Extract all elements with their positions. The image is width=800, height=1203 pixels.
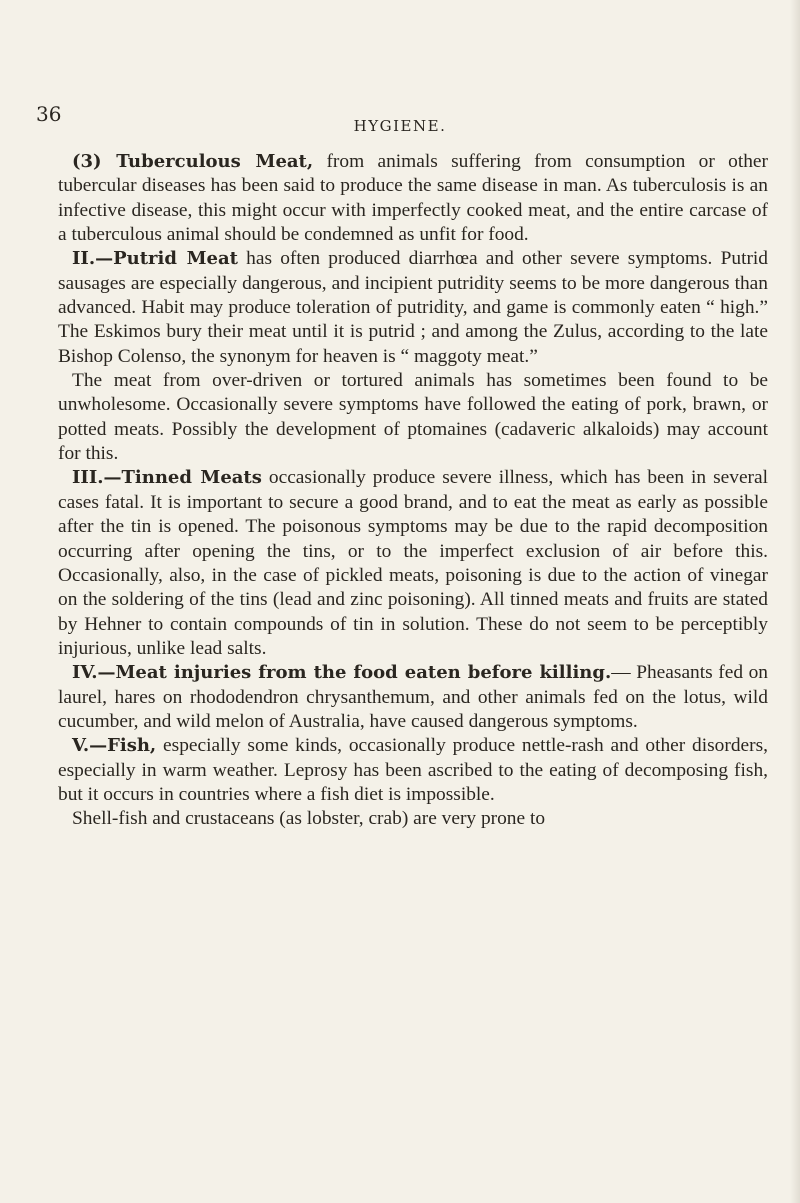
paragraph-heading: IV.—Meat injuries from the food eaten before killing. <box>72 662 612 684</box>
paragraph-text: has often produced diarrhœa and other severe symptoms. Putrid sausages are especially dangerous, and incipient putridity seems to be more dangerous than advanced. Habit may produce toleration of putridity, and game is commonly eaten “ high.” The Eskimos bury their meat until it is putrid ; and among the Zulus, according to the late Bishop Colenso, the synonym for heaven is “ maggoty meat.” <box>58 248 769 367</box>
paragraph-tuberculous-meat <box>58 150 768 247</box>
paragraph-text: The meat from over-driven or tortured animals has sometimes been found to be unwholesome. Occasionally severe symptoms have followed the eating of pork, brawn, or potted meats. Possibly the development of ptomaines (cadaveric alkaloids) may account for this. <box>58 370 768 465</box>
paragraph-text: from animals suffering from consumption or other tubercular diseases has been said to produce the same disease in man. As tuberculosis is an infective disease, this might occur with imperfectly cooked meat, and the entire carcase of a tuberculous animal should be condemned as unfit for food. <box>58 151 768 246</box>
paragraph-heading: II.—Putrid Meat <box>72 248 238 270</box>
paragraph-heading: V.—Fish, <box>72 735 157 757</box>
paragraph-text: — Pheasants fed on laurel, hares on rhododendron chrysanthemum, and other animals fed on the lotus, wild cucumber, and wild melon of Australia, have caused dangerous symptoms. <box>58 662 768 732</box>
paragraph-fish <box>58 734 768 807</box>
paragraph-heading: III.—Tinned Meats <box>72 467 262 489</box>
paragraph-heading: (3) Tuberculous Meat, <box>72 151 314 172</box>
paragraph-putrid-meat <box>58 247 768 369</box>
page-number: 36 <box>36 102 62 126</box>
paragraph-text: especially some kinds, occasionally produce nettle-rash and other disorders, especially in warm weather. Leprosy has been ascribed to the eating of decomposing fish, but it occurs in countries where a fish diet is impossible. <box>58 735 768 805</box>
paragraph-text: Shell-fish and crustaceans (as lobster, crab) are very prone to <box>72 808 546 830</box>
paragraph-shell-fish <box>58 807 768 831</box>
paragraph-tinned-meats <box>58 466 768 661</box>
paragraph-tortured-animals <box>58 369 768 466</box>
running-title: HYGIENE. <box>353 117 447 135</box>
paragraph-text: occasionally produce severe illness, which has been in several cases fatal. It is important to secure a good brand, and to eat the meat as early as possible after the tin is opened. The poisonous symptoms may be due to the rapid decomposition occurring after opening the tins, or to the imperfect exclusion of air before this. Occasionally, also, in the case of pickled meats, poisoning is due to the action of vinegar on the soldering of the tins (lead and zinc poisoning). All tinned meats and fruits are stated by Hehner to contain compounds of tin in solution. These do not seem to be perceptibly injurious, unlike lead salts. <box>58 467 768 659</box>
page-edge-shadow <box>790 0 800 1203</box>
paragraph-meat-injuries <box>58 661 768 734</box>
text-body <box>58 150 768 832</box>
